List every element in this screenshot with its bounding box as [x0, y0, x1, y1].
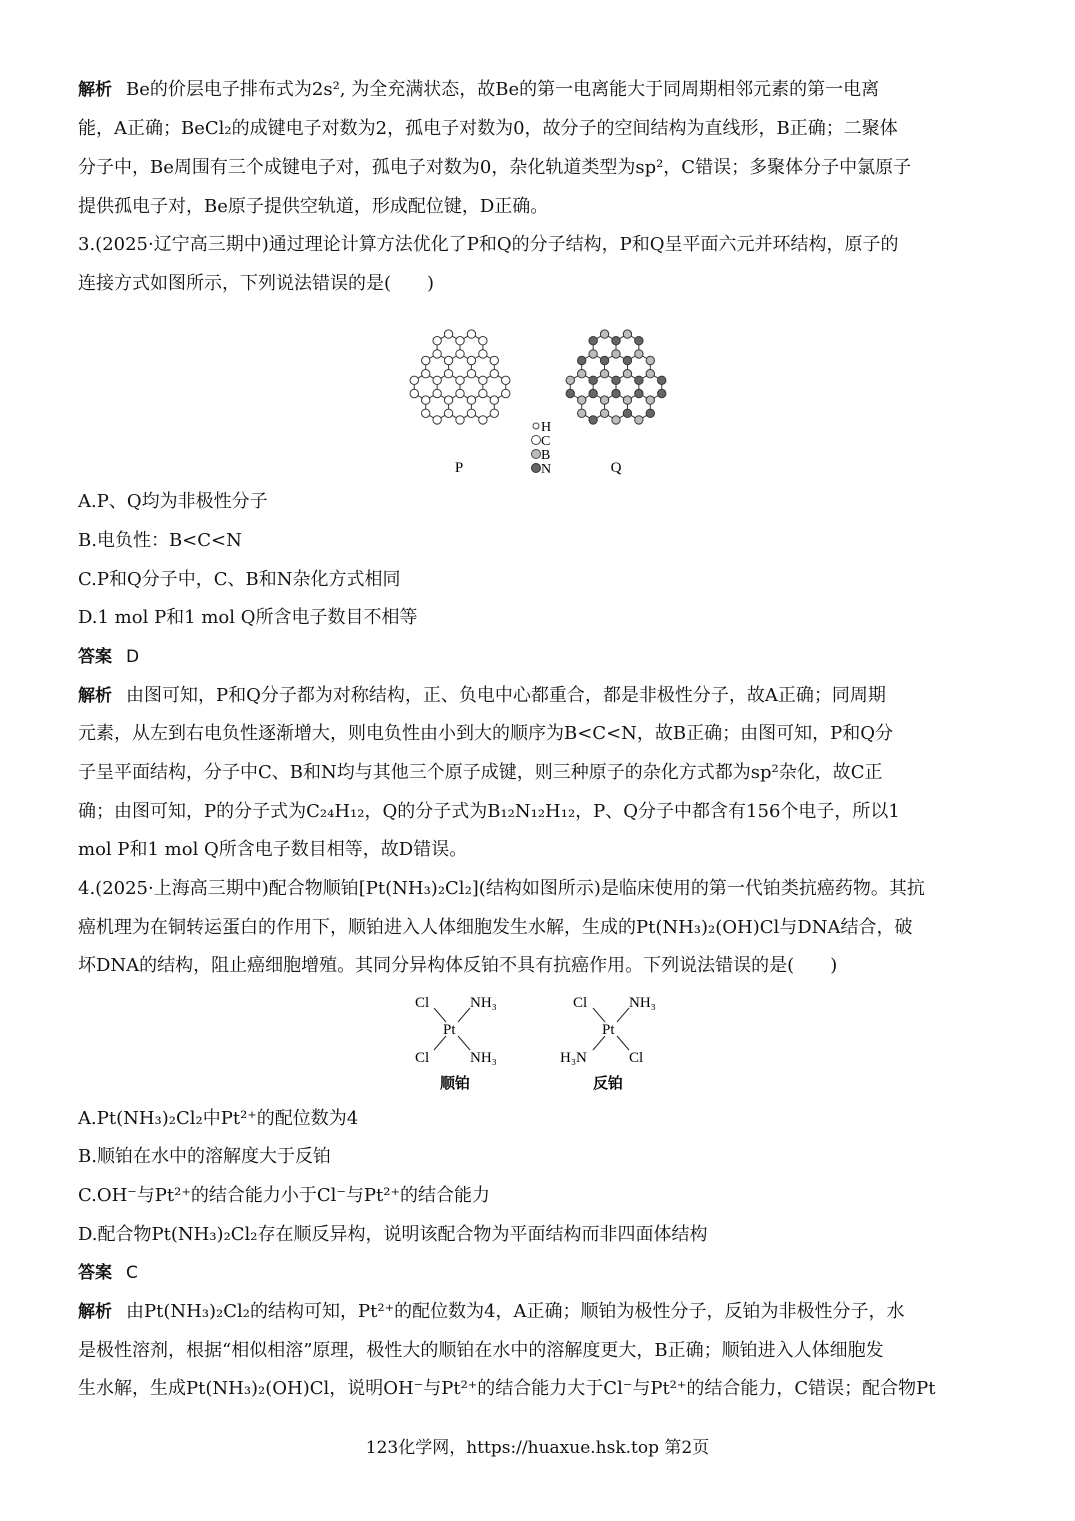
- atom-dot: [612, 376, 620, 384]
- q4-option-c: C.OH⁻与Pt²⁺的结合能力小于Cl⁻与Pt²⁺的结合能力: [78, 1185, 490, 1206]
- cis-ligand-bl: Cl: [415, 1050, 430, 1066]
- atom-dot: [467, 330, 475, 338]
- molecule-q: [566, 330, 666, 424]
- atom-dot: [490, 409, 498, 417]
- atom-dot: [410, 389, 418, 397]
- trans-ligand-br: Cl: [629, 1050, 644, 1066]
- atom-dot: [600, 396, 608, 404]
- atom-dot: [589, 376, 597, 384]
- q3-explain-line-1: 解析 由图可知，P和Q分子都为对称结构，正、负电中心都重合，都是非极性分子，故A正确；同周期: [78, 685, 886, 706]
- atom-dot: [635, 416, 643, 424]
- explain-tag: 解析: [78, 80, 112, 100]
- atom-dot: [479, 416, 487, 424]
- label-p: P: [454, 460, 464, 476]
- atom-dot: [422, 409, 430, 417]
- atom-dot: [612, 389, 620, 397]
- trans-ligand-tl: Cl: [573, 995, 588, 1011]
- atom-dot: [433, 416, 441, 424]
- atom-dot: [456, 416, 464, 424]
- explain-top-line-1: 解析 Be的价层电子排布式为2s², 为全充满状态，故Be的第一电离能大于同周期相邻元素的第一电离: [78, 79, 880, 100]
- q4-option-b: B.顺铂在水中的溶解度大于反铂: [78, 1146, 331, 1167]
- atom-dot: [623, 356, 631, 364]
- q3-option-c: C.P和Q分子中，C、B和N杂化方式相同: [78, 569, 401, 590]
- atom-dot: [502, 376, 510, 384]
- atom-dot: [589, 337, 597, 345]
- q3-stem-line-1: 3.(2025·辽宁高三期中)通过理论计算方法优化了P和Q的分子结构，P和Q呈平面六元并环结构，原子的: [78, 234, 899, 255]
- q4-stem-line-3: 坏DNA的结构，阻止癌细胞增殖。其同分异构体反铂不具有抗癌作用。下列说法错误的是( ): [78, 955, 838, 976]
- cis-bond-tr: [458, 1008, 470, 1022]
- atom-dot: [623, 409, 631, 417]
- atom-dot: [444, 330, 452, 338]
- atom-dot: [433, 350, 441, 358]
- q3-explain-line-2: 元素，从左到右电负性逐渐增大，则电负性由小到大的顺序为B<C<N，故B正确；由图可知，P和Q分: [78, 723, 894, 744]
- atom-dot: [578, 396, 586, 404]
- q4-explain-line-3: 生水解，生成Pt(NH₃)₂(OH)Cl，说明OH⁻与Pt²⁺的结合能力大于Cl⁻与Pt²⁺的结合能力，C错误；配合物Pt: [78, 1378, 936, 1399]
- trans-bond-br: [617, 1036, 629, 1050]
- atom-dot: [444, 356, 452, 364]
- q4-platinum-figure: [400, 990, 680, 1100]
- q4-explain-line-1: 解析 由Pt(NH₃)₂Cl₂的结构可知，Pt²⁺的配位数为4，A正确；顺铂为极性分子，反铂为非极性分子，水: [78, 1301, 905, 1322]
- atom-dot: [444, 370, 452, 378]
- cis-ligand-tr: NH₃: [470, 995, 497, 1011]
- legend-b-dot: [532, 450, 541, 459]
- atom-dot: [479, 337, 487, 345]
- atom-dot: [623, 370, 631, 378]
- q3-option-d: D.1 mol P和1 mol Q所含电子数目不相等: [78, 607, 418, 628]
- atom-dot: [444, 409, 452, 417]
- atom-dot: [444, 396, 452, 404]
- label-q: Q: [610, 460, 622, 476]
- q3-explain-line-3: 子呈平面结构，分子中C、B和N均与其他三个原子成键，则三种原子的杂化方式都为sp²杂化，故C正: [78, 762, 883, 783]
- atom-dot: [467, 409, 475, 417]
- atom-dot: [502, 389, 510, 397]
- atom-dot: [566, 389, 574, 397]
- atom-dot: [600, 409, 608, 417]
- explain-top-line-4: 提供孤电子对，Be原子提供空轨道，形成配位键，D正确。: [78, 196, 549, 217]
- atom-dot: [623, 396, 631, 404]
- atom-dot: [658, 376, 666, 384]
- atom-dot: [479, 376, 487, 384]
- atom-dot: [589, 416, 597, 424]
- legend-n-dot: [532, 464, 541, 473]
- atom-dot: [612, 337, 620, 345]
- atom-dot: [479, 350, 487, 358]
- q3-answer: 答案 D: [78, 647, 140, 667]
- q3-stem-line-2: 连接方式如图所示，下列说法错误的是( ): [78, 273, 435, 294]
- atom-dot: [490, 370, 498, 378]
- q4-stem-line-2: 癌机理为在铜转运蛋白的作用下，顺铂进入人体细胞发生水解，生成的Pt(NH₃)₂(OH)Cl与DNA结合，破: [78, 917, 913, 938]
- atom-dot: [479, 389, 487, 397]
- legend-h-dot: [533, 423, 539, 429]
- explain-top-line-2: 能，A正确；BeCl₂的成键电子对数为2，孤电子对数为0，故分子的空间结构为直线形，B正确；二聚体: [78, 118, 898, 139]
- atom-dot: [600, 356, 608, 364]
- atom-dot: [578, 409, 586, 417]
- trans-center: Pt: [602, 1022, 615, 1038]
- q4-explain-line-2: 是极性溶剂，根据“相似相溶”原理，极性大的顺铂在水中的溶解度更大，B正确；顺铂进入人体细胞发: [78, 1340, 884, 1361]
- atom-dot: [456, 376, 464, 384]
- atom-dot: [456, 337, 464, 345]
- atom-dot: [433, 389, 441, 397]
- legend-h-label: H: [541, 420, 552, 435]
- atom-dot: [635, 389, 643, 397]
- q4-stem-line-1: 4.(2025·上海高三期中)配合物顺铂[Pt(NH₃)₂Cl₂](结构如图所示)是临床使用的第一代铂类抗癌药物。其抗: [78, 878, 925, 899]
- atom-dot: [646, 370, 654, 378]
- atom-dot: [490, 396, 498, 404]
- legend-b-label: B: [541, 448, 551, 463]
- q3-option-b: B.电负性：B<C<N: [78, 530, 242, 551]
- atom-dot: [623, 330, 631, 338]
- atom-dot: [635, 337, 643, 345]
- atom-dot: [600, 370, 608, 378]
- cis-bond-tl: [434, 1008, 446, 1022]
- trans-bond-bl: [593, 1036, 605, 1050]
- atom-dot: [600, 330, 608, 338]
- atom-dot: [658, 389, 666, 397]
- legend-c-dot: [532, 436, 541, 445]
- trans-bond-tl: [593, 1008, 605, 1022]
- cis-ligand-br: NH₃: [470, 1050, 497, 1066]
- atom-dot: [578, 370, 586, 378]
- atom-dot: [422, 396, 430, 404]
- cis-caption: 顺铂: [439, 1074, 471, 1092]
- cis-ligand-tl: Cl: [415, 995, 430, 1011]
- atom-dot: [467, 356, 475, 364]
- atom-dot: [422, 370, 430, 378]
- page-footer: 123化学网，https://huaxue.hsk.top 第2页: [365, 1438, 710, 1458]
- cis-center: Pt: [443, 1022, 456, 1038]
- atom-dot: [635, 376, 643, 384]
- trans-caption: 反铂: [592, 1074, 624, 1092]
- explain-top-line-3: 分子中，Be周围有三个成键电子对，孤电子对数为0，杂化轨道类型为sp²，C错误；多聚体分子中氯原子: [78, 157, 912, 178]
- atom-dot: [490, 356, 498, 364]
- q3-explain-line-5: mol P和1 mol Q所含电子数目相等，故D错误。: [78, 839, 468, 860]
- atom-dot: [646, 396, 654, 404]
- atom-dot: [646, 356, 654, 364]
- q4-option-a: A.Pt(NH₃)₂Cl₂中Pt²⁺的配位数为4: [78, 1108, 359, 1129]
- trans-ligand-bl: H₃N: [560, 1050, 587, 1066]
- q4-answer: 答案 C: [78, 1263, 138, 1283]
- atom-dot: [635, 350, 643, 358]
- atom-dot: [410, 376, 418, 384]
- molecule-p: [410, 330, 510, 424]
- atom-dot: [467, 396, 475, 404]
- atom-dot: [566, 376, 574, 384]
- legend-c-label: C: [541, 434, 551, 449]
- cis-bond-br: [458, 1036, 470, 1050]
- atom-dot: [612, 416, 620, 424]
- q3-option-a: A.P、Q均为非极性分子: [78, 491, 268, 512]
- atom-dot: [433, 376, 441, 384]
- atom-dot: [646, 409, 654, 417]
- atom-dot: [456, 389, 464, 397]
- atom-dot: [589, 350, 597, 358]
- q3-molecule-figure: [380, 305, 700, 485]
- trans-ligand-tr: NH₃: [629, 995, 656, 1011]
- atom-dot: [467, 370, 475, 378]
- legend-n-label: N: [541, 462, 552, 477]
- atom-dot: [456, 350, 464, 358]
- cis-bond-bl: [434, 1036, 446, 1050]
- atom-dot: [422, 356, 430, 364]
- q3-explain-line-4: 确；由图可知，P的分子式为C₂₄H₁₂，Q的分子式为B₁₂N₁₂H₁₂，P、Q分子中都含有156个电子，所以1: [78, 801, 900, 822]
- atom-dot: [589, 389, 597, 397]
- atom-dot: [612, 350, 620, 358]
- atom-dot: [578, 356, 586, 364]
- q4-option-d: D.配合物Pt(NH₃)₂Cl₂存在顺反异构，说明该配合物为平面结构而非四面体结构: [78, 1224, 708, 1245]
- atom-dot: [433, 337, 441, 345]
- trans-bond-tr: [617, 1008, 629, 1022]
